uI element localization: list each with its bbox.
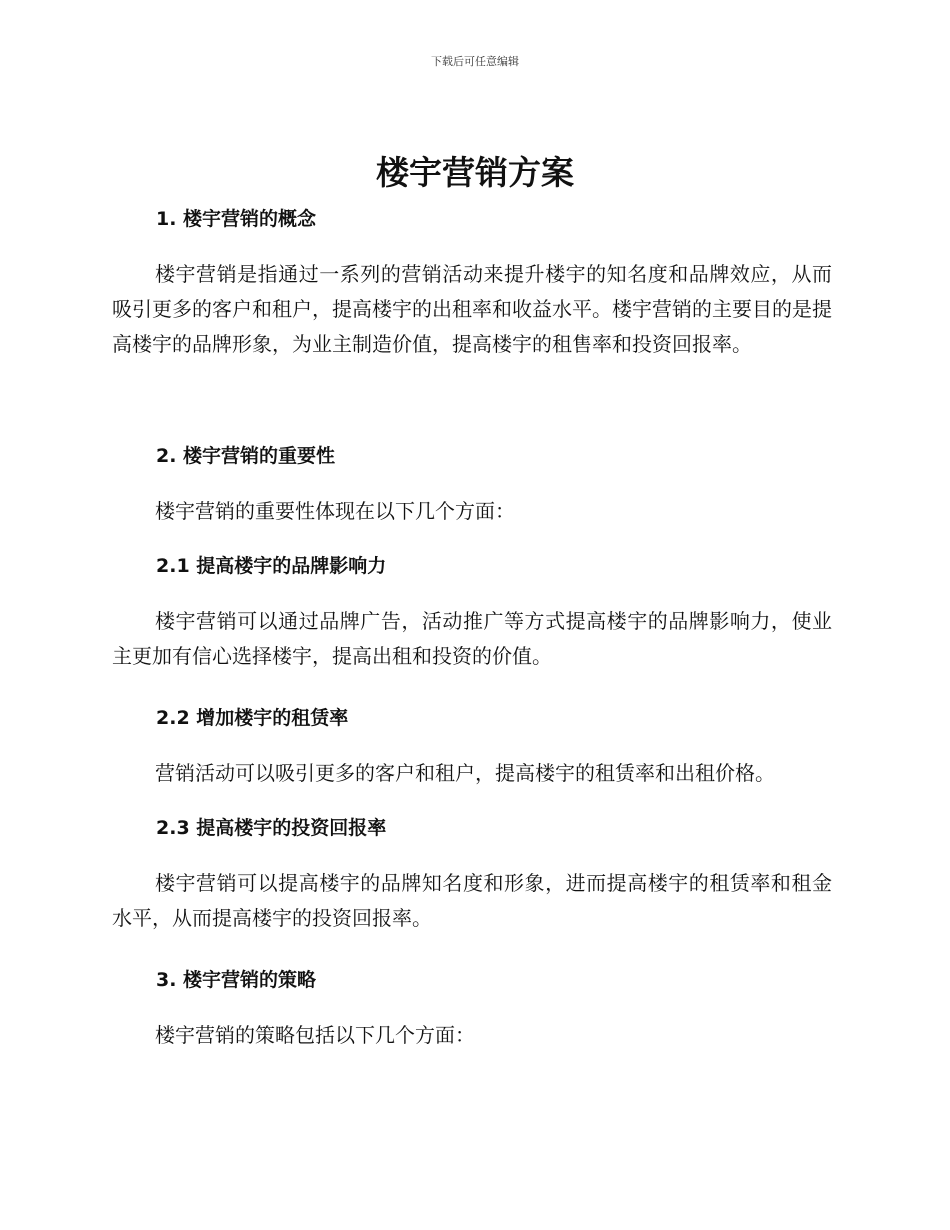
section-paragraph-strategy: 楼宇营销的策略包括以下几个方面： xyxy=(155,1023,475,1047)
section-heading-rental-rate: 2.2 增加楼宇的租赁率 xyxy=(156,707,349,729)
page-title: 楼宇营销方案 xyxy=(376,153,574,192)
section-heading-brand-influence: 2.1 提高楼宇的品牌影响力 xyxy=(156,555,387,577)
section-paragraph-brand-influence: 楼宇营销可以通过品牌广告，活动推广等方式提高楼宇的品牌影响力，使业主更加有信心选择楼宇，提高出租和投资的价值。 xyxy=(112,609,832,668)
section-paragraph-investment-return: 楼宇营销可以提高楼宇的品牌知名度和形象，进而提高楼宇的租赁率和租金水平，从而提高楼宇的投资回报率。 xyxy=(112,871,832,930)
section-heading-importance: 2. 楼宇营销的重要性 xyxy=(156,445,336,467)
section-paragraph-rental-rate: 营销活动可以吸引更多的客户和租户，提高楼宇的租赁率和出租价格。 xyxy=(155,761,775,785)
section-paragraph-concept: 楼宇营销是指通过一系列的营销活动来提升楼宇的知名度和品牌效应，从而吸引更多的客户和租户，提高楼宇的出租率和收益水平。楼宇营销的主要目的是提高楼宇的品牌形象，为业主制造价值，提高楼宇的租售率和投资回报率。 xyxy=(112,262,832,356)
page-header-note: 下载后可任意编辑 xyxy=(431,55,519,68)
section-heading-investment-return: 2.3 提高楼宇的投资回报率 xyxy=(156,817,387,839)
section-paragraph-importance: 楼宇营销的重要性体现在以下几个方面： xyxy=(155,499,515,523)
section-heading-concept: 1. 楼宇营销的概念 xyxy=(156,208,317,230)
section-heading-strategy: 3. 楼宇营销的策略 xyxy=(156,969,317,991)
